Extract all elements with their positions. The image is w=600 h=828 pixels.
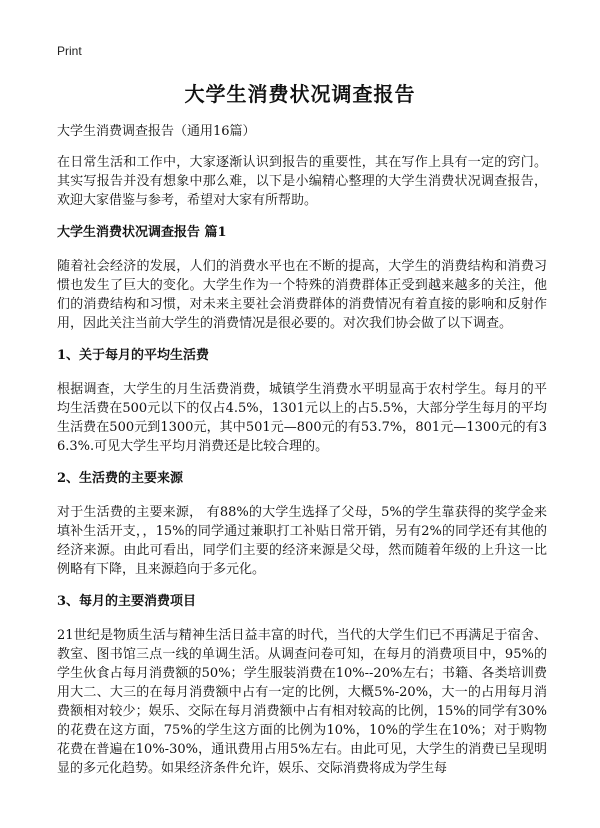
section-heading-1: 1、关于每月的平均生活费	[57, 348, 210, 363]
section-text-3: 21世纪是物质生活与精神生活日益丰富的时代，当代的大学生们已不再满足于宿舍、教室、图书馆三点一线的单调生活。从调查问卷可知，在每月的消费项目中，95%的学生伙食占每月消费额的50%；学生服装消费在10%--20%左右；书籍、各类培训费用大二、大三的在每月消费额中占有一定的比例，大概5%-20%，大一的占用每月消费额相对较少；娱乐、交际在每月消费额中占有相对较高的比例，15%的同学有30%的花费在这方面，75%的学生这方面的比例为10%，10%的学生在10%；对于购物花费在普遍在10%-30%，通讯费用占用5%左右。由此可见，大学生的消费已呈现明显的多元化趋势。如果经济条件允许，娱乐、交际消费将成为学生每	[57, 628, 547, 776]
print-link[interactable]: Print	[57, 44, 82, 58]
document-subtitle: 大学生消费调查报告（通用16篇）	[57, 124, 256, 139]
part-intro-paragraph: 随着社会经济的发展，人们的消费水平也在不断的提高，大学生的消费结构和消费习惯也发生了巨大的变化。大学生作为一个特殊的消费群体正受到越来越多的关注，他们的消费结构和习惯，对未来主要社会消费群体的消费情况有着直接的影响和反射作用，因此关注当前大学生的消费情况是很必要的。对次我们协会做了以下调查。	[57, 259, 547, 331]
section-text-1: 根据调查，大学生的月生活费消费，城镇学生消费水平明显高于农村学生。每月的平均生活费在500元以下的仅占4.5%，1301元以上的占5.5%，大部分学生每月的平均生活费在500元到1300元，其中501元—800元的有53.7%，801元—1300元的有36.3%.可见大学生平均月消费还是比较合理的。	[57, 382, 547, 454]
document-title: 大学生消费状况调查报告	[184, 82, 416, 106]
section-heading-2: 2、生活费的主要来源	[57, 471, 184, 486]
document-body	[57, 122, 547, 791]
section-text-2: 对于生活费的主要来源， 有88%的大学生选择了父母，5%的学生靠获得的奖学金来填补生活开支，，15%的同学通过兼职打工补贴日常开销，另有2%的同学还有其他的经济来源。由此可看出，同学们主要的经济来源是父母，然而随着年级的上升这一比例略有下降，且来源趋向于多元化。	[57, 505, 547, 577]
section-heading-3: 3、每月的主要消费项目	[57, 594, 197, 609]
intro-paragraph: 在日常生活和工作中，大家逐渐认识到报告的重要性，其在写作上具有一定的窍门。其实写报告并没有想象中那么难，以下是小编精心整理的大学生消费状况调查报告，欢迎大家借鉴与参考，希望对大家有所帮助。	[57, 155, 547, 208]
part-heading: 大学生消费状况调查报告 篇1	[57, 225, 227, 240]
